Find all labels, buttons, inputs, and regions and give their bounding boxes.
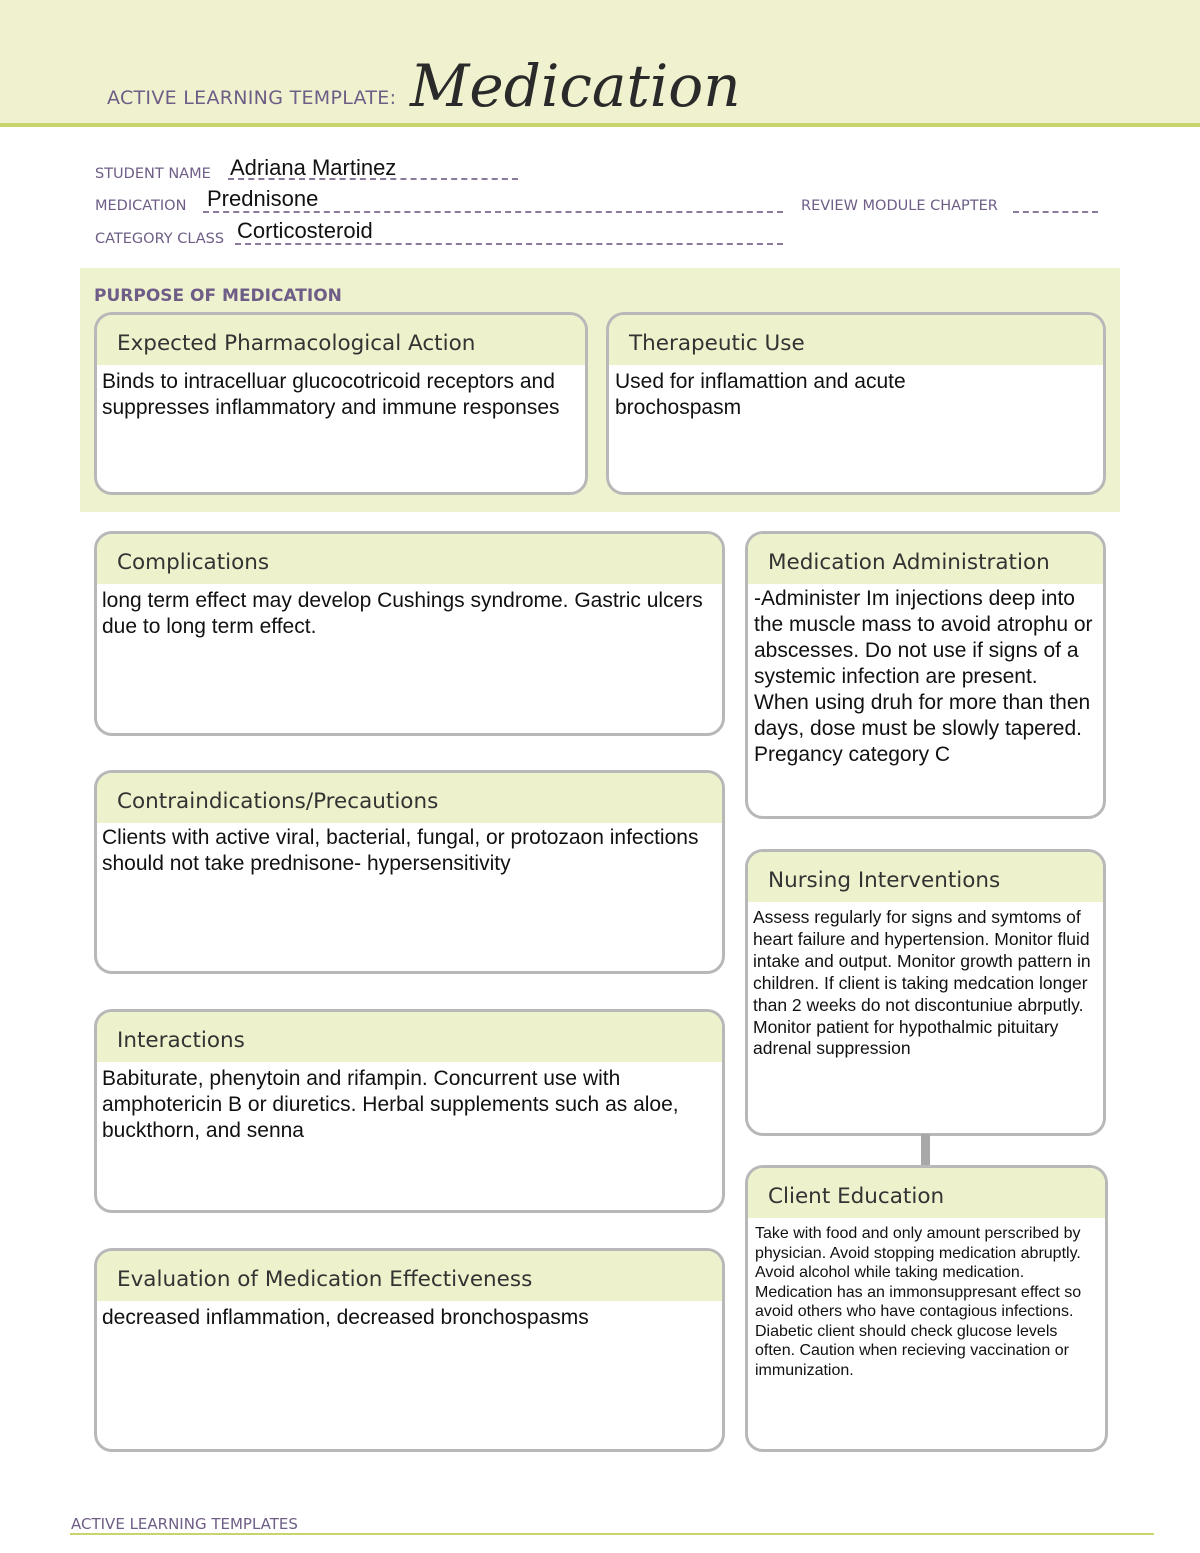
template-label: ACTIVE LEARNING TEMPLATE: xyxy=(107,87,397,109)
box-text[interactable]: Clients with active viral, bacterial, fungal, or protozaon infections should not take prednisone- hypersensitivity xyxy=(102,826,699,875)
contraindications-box xyxy=(94,770,725,974)
box-text[interactable]: decreased inflammation, decreased bronchospasms xyxy=(102,1306,589,1329)
medication-field[interactable]: Prednisone xyxy=(207,186,319,211)
box-text[interactable]: Babiturate, phenytoin and rifampin. Concurrent use with amphotericin B or diuretics. Herbal supplements such as aloe, buckthorn, and senna xyxy=(102,1067,679,1142)
medication-label: MEDICATION xyxy=(95,198,187,214)
box-title: Contraindications/Precautions xyxy=(97,773,722,823)
purpose-label: PURPOSE OF MEDICATION xyxy=(94,286,342,306)
box-title: Complications xyxy=(97,534,722,584)
box-title: Client Education xyxy=(748,1168,1105,1218)
category-class-label: CATEGORY CLASS xyxy=(95,231,225,247)
review-module-field[interactable] xyxy=(1013,211,1098,213)
box-text[interactable]: Used for inflamattion and acute brochospasm xyxy=(615,370,906,419)
box-text[interactable]: -Administer Im injections deep into the muscle mass to avoid atrophu or abscesses. Do not use if signs of a systemic infection are present. When using druh for more than then days, dose must be slowly tapered. Pregancy category C xyxy=(754,587,1093,766)
administration-box xyxy=(745,531,1106,819)
box-title: Therapeutic Use xyxy=(609,315,1103,365)
box-text[interactable]: long term effect may develop Cushings syndrome. Gastric ulcers due to long term effect. xyxy=(102,589,703,638)
complications-box xyxy=(94,531,725,736)
page-title: Medication xyxy=(410,52,741,120)
box-text[interactable]: Assess regularly for signs and symtoms of heart failure and hypertension. Monitor fluid intake and output. Monitor growth pattern in children. If client is taking medcation longer than 2 weeks do not discontuniue abrputly. Monitor patient for hypothalmic pituitary adrenal suppression xyxy=(753,907,1091,1059)
box-title: Nursing Interventions xyxy=(748,852,1103,902)
box-title: Interactions xyxy=(97,1012,722,1062)
interactions-box xyxy=(94,1009,725,1213)
box-text[interactable]: Take with food and only amount perscribed by physician. Avoid stopping medication abruptly. Avoid alcohol while taking medication. Medication has an immonsuppresant effect so avoid others who have contagious infections. Diabetic client should check glucose levels often. Caution when recieving vaccination or immunization. xyxy=(755,1225,1082,1379)
box-title: Expected Pharmacological Action xyxy=(97,315,585,365)
expected-action-box xyxy=(94,312,588,495)
therapeutic-use-box xyxy=(606,312,1106,495)
footer-label: ACTIVE LEARNING TEMPLATES xyxy=(71,1515,298,1533)
box-title: Evaluation of Medication Effectiveness xyxy=(97,1251,722,1301)
review-module-label: REVIEW MODULE CHAPTER xyxy=(801,198,998,214)
student-name-field[interactable]: Adriana Martinez xyxy=(230,155,397,180)
student-name-line xyxy=(228,178,518,180)
category-class-field[interactable]: Corticosteroid xyxy=(237,218,373,243)
connector-line xyxy=(921,1134,930,1168)
evaluation-box xyxy=(94,1248,725,1452)
medication-line xyxy=(203,211,783,213)
student-name-label: STUDENT NAME xyxy=(95,166,211,182)
box-text[interactable]: Binds to intracelluar glucocotricoid receptors and suppresses inflammatory and immune responses xyxy=(102,370,560,419)
nursing-interventions-box xyxy=(745,849,1106,1136)
footer-line xyxy=(70,1533,1154,1535)
client-education-box xyxy=(745,1165,1108,1452)
box-title: Medication Administration xyxy=(748,534,1103,584)
category-class-line xyxy=(235,243,783,245)
